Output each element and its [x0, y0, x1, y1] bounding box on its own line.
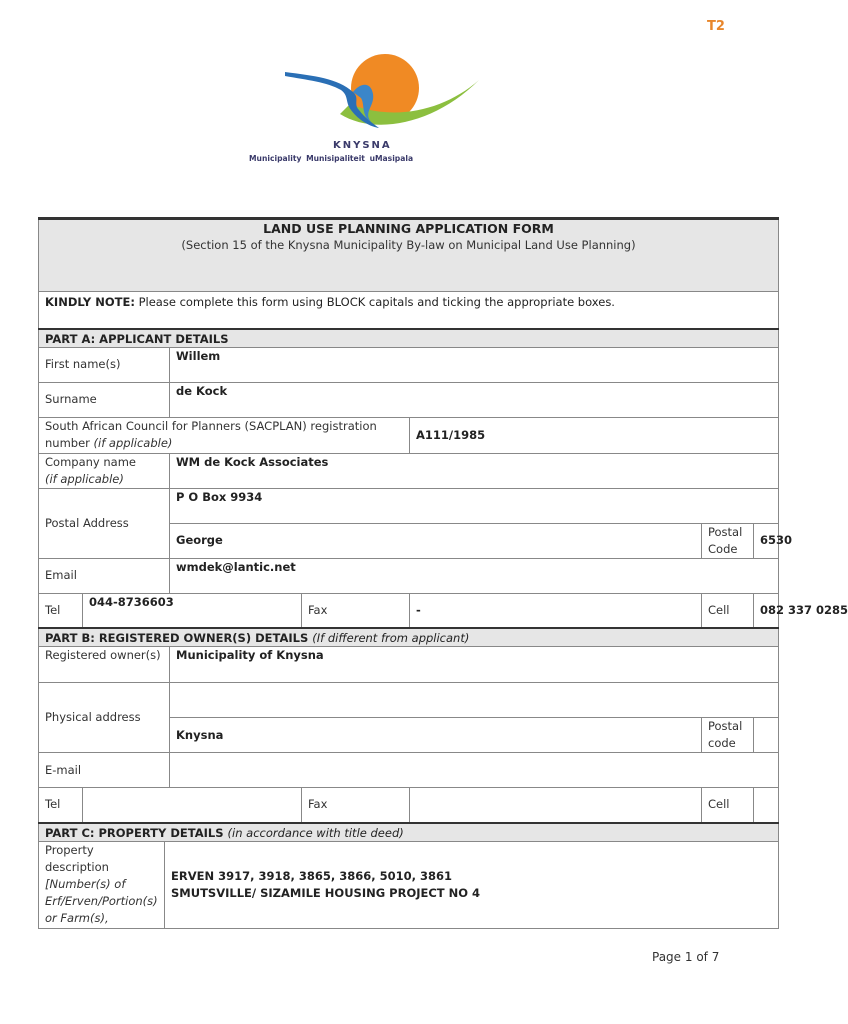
company-label-text: Company name	[45, 454, 136, 469]
owner-postal-code-field[interactable]	[754, 718, 779, 753]
owner-label: Registered owner(s)	[39, 647, 170, 683]
form-title-block	[39, 219, 779, 292]
surname-label: Surname	[39, 382, 170, 417]
owner-email-field[interactable]	[170, 753, 779, 788]
sacplan-label-hint: (if applicable)	[93, 435, 173, 450]
form-title: LAND USE PLANNING APPLICATION FORM	[263, 221, 554, 236]
logo-name: KNYSNA	[333, 140, 392, 151]
sacplan-label-text: South African Council for Planners (SACPLAN) registration number	[45, 418, 377, 450]
fax-field[interactable]: -	[410, 593, 702, 628]
owner-field[interactable]: Municipality of Knysna	[170, 647, 779, 683]
owner-email-label: E-mail	[39, 753, 170, 788]
part-c-heading	[39, 823, 779, 842]
part-b-heading-hint: (If different from applicant)	[312, 631, 470, 645]
first-name-label: First name(s)	[39, 347, 170, 382]
tel-label: Tel	[39, 593, 83, 628]
email-field[interactable]: wmdek@lantic.net	[170, 558, 779, 593]
part-c-heading-text: PART C: PROPERTY DETAILS	[45, 825, 224, 840]
owner-tel-label: Tel	[39, 788, 83, 823]
cell-field[interactable]: 082 337 0285	[754, 593, 779, 628]
property-line2: SMUTSVILLE/ SIZAMILE HOUSING PROJECT NO 4	[171, 885, 481, 900]
physical-address-line1-field[interactable]	[170, 683, 779, 718]
surname-field[interactable]: de Kock	[170, 382, 779, 417]
part-c-heading-hint: (in accordance with title deed)	[227, 825, 404, 840]
municipality-logo	[245, 52, 495, 172]
company-field[interactable]: WM de Kock Associates	[170, 453, 779, 488]
owner-fax-field[interactable]	[410, 788, 702, 823]
sacplan-field[interactable]: A111/1985	[410, 417, 779, 453]
postal-address-label: Postal Address	[39, 488, 170, 558]
company-hint: (if applicable)	[45, 471, 124, 486]
owner-postal-code-label: Postal code	[702, 718, 754, 753]
property-line1: ERVEN 3917, 3918, 3865, 3866, 5010, 3861	[171, 868, 452, 883]
company-label	[39, 453, 170, 488]
physical-address-line2-field[interactable]: Knysna	[170, 718, 702, 753]
cell-label: Cell	[702, 593, 754, 628]
application-form-table	[38, 217, 848, 929]
owner-tel-field[interactable]	[83, 788, 302, 823]
page-tag: T2	[707, 19, 725, 34]
property-label-hint: [Number(s) of Erf/Erven/Portion(s) or Farm(s),	[45, 876, 158, 925]
part-b-heading-text: PART B: REGISTERED OWNER(S) DETAILS	[45, 631, 309, 645]
logo-tagline: Municipality Munisipaliteit uMasipala	[249, 154, 414, 163]
property-label-text: Property description	[45, 842, 109, 874]
property-description-field[interactable]	[165, 841, 779, 928]
postal-code-label: Postal Code	[702, 523, 754, 558]
note-text: Please complete this form using BLOCK capitals and ticking the appropriate boxes.	[134, 295, 615, 309]
owner-cell-field[interactable]	[754, 788, 779, 823]
physical-address-label: Physical address	[39, 683, 170, 753]
first-name-field[interactable]: Willem	[170, 347, 779, 382]
postal-address-line1-field[interactable]: P O Box 9934	[170, 488, 779, 523]
logo-emblem-icon	[245, 52, 495, 142]
fax-label: Fax	[302, 593, 410, 628]
property-description-label	[39, 841, 165, 928]
owner-cell-label: Cell	[702, 788, 754, 823]
postal-code-field[interactable]: 6530	[754, 523, 779, 558]
tel-field[interactable]: 044-8736603	[83, 593, 302, 628]
postal-address-line2-field[interactable]: George	[170, 523, 702, 558]
owner-fax-label: Fax	[302, 788, 410, 823]
kindly-note	[39, 292, 779, 329]
note-label: KINDLY NOTE:	[45, 295, 135, 309]
part-a-heading: PART A: APPLICANT DETAILS	[39, 329, 779, 348]
part-b-heading	[39, 628, 779, 647]
form-subtitle: (Section 15 of the Knysna Municipality By-law on Municipal Land Use Planning)	[181, 238, 636, 252]
sacplan-label	[39, 417, 410, 453]
page-number: Page 1 of 7	[652, 950, 720, 964]
email-label: Email	[39, 558, 170, 593]
